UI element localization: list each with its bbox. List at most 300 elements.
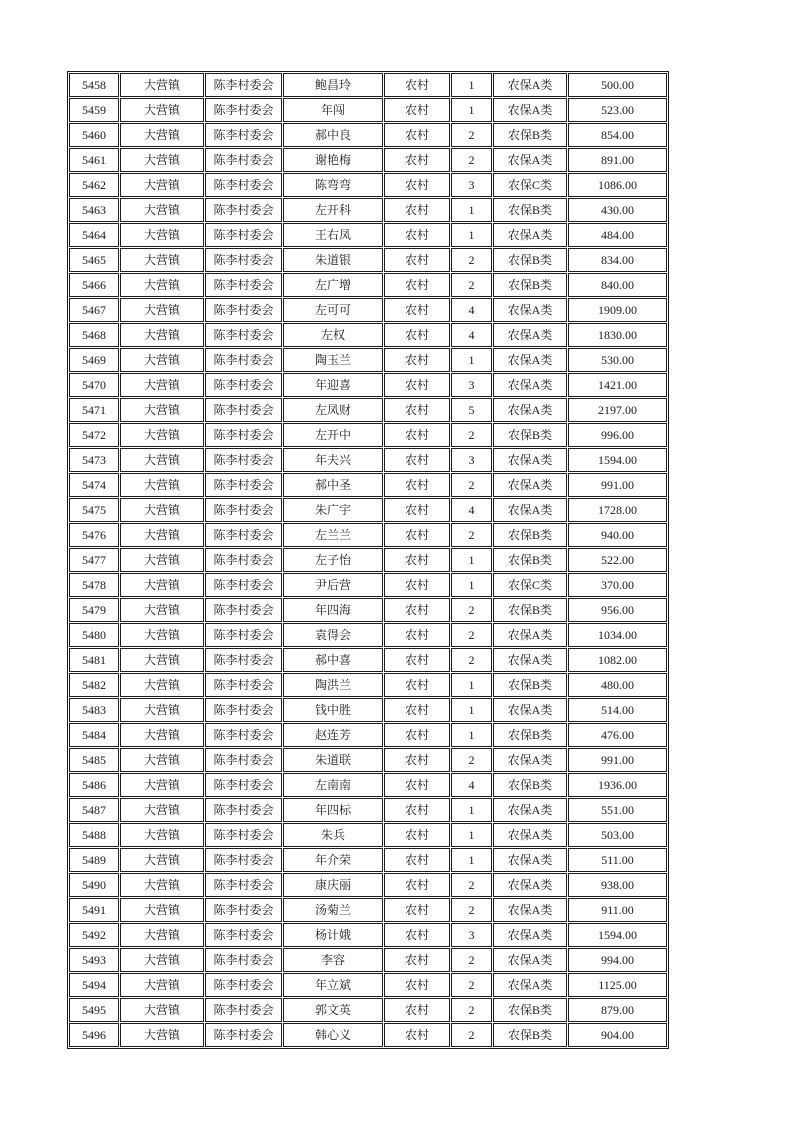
cell-residence: 农村	[384, 148, 450, 172]
cell-serial: 5481	[69, 648, 119, 672]
cell-residence: 农村	[384, 348, 450, 372]
cell-name: 陶洪兰	[283, 673, 383, 697]
cell-town: 大营镇	[120, 798, 204, 822]
cell-village: 陈李村委会	[205, 723, 282, 747]
table-row	[69, 873, 667, 897]
cell-category: 农保B类	[493, 123, 567, 147]
cell-category: 农保A类	[493, 373, 567, 397]
cell-category: 农保A类	[493, 973, 567, 997]
cell-count: 2	[451, 523, 492, 547]
table-row	[69, 98, 667, 122]
table-row	[69, 123, 667, 147]
cell-town: 大营镇	[120, 373, 204, 397]
cell-count: 2	[451, 898, 492, 922]
cell-residence: 农村	[384, 423, 450, 447]
cell-village: 陈李村委会	[205, 948, 282, 972]
cell-town: 大营镇	[120, 973, 204, 997]
cell-amount: 480.00	[568, 673, 667, 697]
cell-town: 大营镇	[120, 998, 204, 1022]
cell-town: 大营镇	[120, 348, 204, 372]
cell-amount: 1594.00	[568, 448, 667, 472]
cell-residence: 农村	[384, 248, 450, 272]
cell-town: 大营镇	[120, 598, 204, 622]
cell-count: 1	[451, 573, 492, 597]
cell-amount: 854.00	[568, 123, 667, 147]
cell-serial: 5480	[69, 623, 119, 647]
cell-count: 2	[451, 598, 492, 622]
cell-name: 郝中喜	[283, 648, 383, 672]
table-row	[69, 673, 667, 697]
cell-category: 农保B类	[493, 998, 567, 1022]
cell-village: 陈李村委会	[205, 698, 282, 722]
cell-amount: 1034.00	[568, 623, 667, 647]
cell-category: 农保A类	[493, 323, 567, 347]
cell-residence: 农村	[384, 273, 450, 297]
cell-residence: 农村	[384, 573, 450, 597]
cell-count: 1	[451, 348, 492, 372]
cell-amount: 370.00	[568, 573, 667, 597]
cell-count: 1	[451, 848, 492, 872]
cell-category: 农保A类	[493, 798, 567, 822]
cell-town: 大营镇	[120, 698, 204, 722]
cell-town: 大营镇	[120, 198, 204, 222]
cell-residence: 农村	[384, 823, 450, 847]
cell-count: 3	[451, 448, 492, 472]
cell-residence: 农村	[384, 298, 450, 322]
cell-town: 大营镇	[120, 948, 204, 972]
cell-town: 大营镇	[120, 148, 204, 172]
table-row	[69, 998, 667, 1022]
cell-village: 陈李村委会	[205, 323, 282, 347]
cell-village: 陈李村委会	[205, 273, 282, 297]
table-row	[69, 298, 667, 322]
cell-serial: 5464	[69, 223, 119, 247]
cell-town: 大营镇	[120, 423, 204, 447]
cell-amount: 500.00	[568, 73, 667, 97]
cell-village: 陈李村委会	[205, 773, 282, 797]
cell-residence: 农村	[384, 898, 450, 922]
table-row	[69, 598, 667, 622]
cell-residence: 农村	[384, 523, 450, 547]
cell-town: 大营镇	[120, 448, 204, 472]
table-row	[69, 823, 667, 847]
cell-category: 农保A类	[493, 873, 567, 897]
cell-name: 年迎喜	[283, 373, 383, 397]
cell-count: 2	[451, 123, 492, 147]
cell-category: 农保A类	[493, 823, 567, 847]
cell-name: 韩心义	[283, 1023, 383, 1047]
cell-name: 年介荣	[283, 848, 383, 872]
cell-amount: 523.00	[568, 98, 667, 122]
cell-serial: 5476	[69, 523, 119, 547]
cell-amount: 1086.00	[568, 173, 667, 197]
cell-serial: 5483	[69, 698, 119, 722]
cell-count: 2	[451, 873, 492, 897]
cell-village: 陈李村委会	[205, 173, 282, 197]
cell-serial: 5494	[69, 973, 119, 997]
cell-amount: 530.00	[568, 348, 667, 372]
cell-amount: 1421.00	[568, 373, 667, 397]
cell-count: 2	[451, 1023, 492, 1047]
cell-serial: 5461	[69, 148, 119, 172]
cell-category: 农保A类	[493, 98, 567, 122]
cell-village: 陈李村委会	[205, 223, 282, 247]
cell-count: 1	[451, 698, 492, 722]
cell-town: 大营镇	[120, 673, 204, 697]
cell-category: 农保A类	[493, 398, 567, 422]
cell-village: 陈李村委会	[205, 448, 282, 472]
table-row	[69, 73, 667, 97]
cell-town: 大营镇	[120, 748, 204, 772]
cell-count: 2	[451, 748, 492, 772]
cell-name: 郭文英	[283, 998, 383, 1022]
cell-amount: 940.00	[568, 523, 667, 547]
cell-count: 1	[451, 723, 492, 747]
cell-serial: 5462	[69, 173, 119, 197]
table-row	[69, 948, 667, 972]
cell-category: 农保A类	[493, 448, 567, 472]
cell-town: 大营镇	[120, 723, 204, 747]
cell-count: 5	[451, 398, 492, 422]
cell-name: 李容	[283, 948, 383, 972]
cell-amount: 1909.00	[568, 298, 667, 322]
cell-village: 陈李村委会	[205, 648, 282, 672]
cell-amount: 1082.00	[568, 648, 667, 672]
cell-name: 左可可	[283, 298, 383, 322]
table-row	[69, 323, 667, 347]
table-row	[69, 648, 667, 672]
cell-town: 大营镇	[120, 848, 204, 872]
cell-name: 左广增	[283, 273, 383, 297]
cell-category: 农保B类	[493, 1023, 567, 1047]
cell-count: 1	[451, 73, 492, 97]
cell-count: 1	[451, 798, 492, 822]
table-row	[69, 173, 667, 197]
table-row	[69, 623, 667, 647]
cell-name: 朱广宇	[283, 498, 383, 522]
table-row	[69, 423, 667, 447]
cell-town: 大营镇	[120, 173, 204, 197]
cell-residence: 农村	[384, 848, 450, 872]
cell-village: 陈李村委会	[205, 123, 282, 147]
cell-category: 农保A类	[493, 898, 567, 922]
cell-category: 农保A类	[493, 923, 567, 947]
cell-count: 2	[451, 148, 492, 172]
cell-amount: 551.00	[568, 798, 667, 822]
cell-village: 陈李村委会	[205, 498, 282, 522]
cell-residence: 农村	[384, 798, 450, 822]
cell-residence: 农村	[384, 123, 450, 147]
cell-count: 2	[451, 998, 492, 1022]
cell-serial: 5458	[69, 73, 119, 97]
cell-residence: 农村	[384, 498, 450, 522]
cell-village: 陈李村委会	[205, 673, 282, 697]
cell-category: 农保A类	[493, 498, 567, 522]
cell-count: 1	[451, 98, 492, 122]
cell-name: 年夫兴	[283, 448, 383, 472]
cell-residence: 农村	[384, 748, 450, 772]
table-row	[69, 373, 667, 397]
cell-amount: 2197.00	[568, 398, 667, 422]
cell-town: 大营镇	[120, 873, 204, 897]
cell-count: 2	[451, 248, 492, 272]
cell-village: 陈李村委会	[205, 623, 282, 647]
cell-amount: 1936.00	[568, 773, 667, 797]
table-row	[69, 898, 667, 922]
cell-serial: 5469	[69, 348, 119, 372]
cell-amount: 911.00	[568, 898, 667, 922]
table-row	[69, 148, 667, 172]
table-row	[69, 773, 667, 797]
cell-amount: 484.00	[568, 223, 667, 247]
cell-residence: 农村	[384, 648, 450, 672]
cell-town: 大营镇	[120, 398, 204, 422]
cell-town: 大营镇	[120, 548, 204, 572]
table-row	[69, 348, 667, 372]
cell-name: 陶玉兰	[283, 348, 383, 372]
cell-name: 赵连芳	[283, 723, 383, 747]
cell-village: 陈李村委会	[205, 898, 282, 922]
cell-village: 陈李村委会	[205, 473, 282, 497]
cell-category: 农保A类	[493, 948, 567, 972]
cell-count: 2	[451, 273, 492, 297]
table-row	[69, 973, 667, 997]
cell-category: 农保B类	[493, 198, 567, 222]
cell-village: 陈李村委会	[205, 73, 282, 97]
cell-category: 农保A类	[493, 73, 567, 97]
cell-village: 陈李村委会	[205, 523, 282, 547]
cell-category: 农保A类	[493, 348, 567, 372]
cell-town: 大营镇	[120, 323, 204, 347]
table-row	[69, 723, 667, 747]
cell-village: 陈李村委会	[205, 923, 282, 947]
cell-category: 农保B类	[493, 773, 567, 797]
cell-category: 农保A类	[493, 623, 567, 647]
cell-name: 左权	[283, 323, 383, 347]
cell-name: 左凤财	[283, 398, 383, 422]
cell-amount: 840.00	[568, 273, 667, 297]
table-row	[69, 698, 667, 722]
cell-residence: 农村	[384, 873, 450, 897]
cell-residence: 农村	[384, 473, 450, 497]
cell-residence: 农村	[384, 398, 450, 422]
cell-category: 农保A类	[493, 648, 567, 672]
cell-amount: 514.00	[568, 698, 667, 722]
cell-village: 陈李村委会	[205, 748, 282, 772]
cell-name: 王右凤	[283, 223, 383, 247]
cell-category: 农保A类	[493, 698, 567, 722]
cell-serial: 5472	[69, 423, 119, 447]
cell-amount: 834.00	[568, 248, 667, 272]
cell-residence: 农村	[384, 173, 450, 197]
cell-town: 大营镇	[120, 623, 204, 647]
cell-name: 鲍昌玲	[283, 73, 383, 97]
cell-count: 2	[451, 948, 492, 972]
cell-amount: 879.00	[568, 998, 667, 1022]
cell-serial: 5479	[69, 598, 119, 622]
cell-amount: 938.00	[568, 873, 667, 897]
cell-name: 朱道联	[283, 748, 383, 772]
table-row	[69, 798, 667, 822]
cell-count: 3	[451, 923, 492, 947]
cell-name: 杨计娥	[283, 923, 383, 947]
cell-serial: 5477	[69, 548, 119, 572]
cell-town: 大营镇	[120, 498, 204, 522]
cell-count: 4	[451, 773, 492, 797]
cell-village: 陈李村委会	[205, 298, 282, 322]
cell-town: 大营镇	[120, 98, 204, 122]
cell-amount: 904.00	[568, 1023, 667, 1047]
cell-town: 大营镇	[120, 73, 204, 97]
cell-residence: 农村	[384, 323, 450, 347]
cell-count: 1	[451, 823, 492, 847]
cell-name: 左开科	[283, 198, 383, 222]
cell-count: 2	[451, 473, 492, 497]
table-row	[69, 273, 667, 297]
cell-count: 1	[451, 673, 492, 697]
table-row	[69, 473, 667, 497]
table-row	[69, 198, 667, 222]
cell-residence: 农村	[384, 198, 450, 222]
cell-residence: 农村	[384, 548, 450, 572]
cell-amount: 511.00	[568, 848, 667, 872]
cell-serial: 5495	[69, 998, 119, 1022]
cell-name: 左南南	[283, 773, 383, 797]
cell-count: 4	[451, 298, 492, 322]
cell-village: 陈李村委会	[205, 848, 282, 872]
cell-name: 年闯	[283, 98, 383, 122]
cell-town: 大营镇	[120, 248, 204, 272]
table-row	[69, 923, 667, 947]
cell-category: 农保C类	[493, 173, 567, 197]
cell-residence: 农村	[384, 598, 450, 622]
cell-village: 陈李村委会	[205, 373, 282, 397]
cell-amount: 522.00	[568, 548, 667, 572]
cell-village: 陈李村委会	[205, 148, 282, 172]
table-row	[69, 848, 667, 872]
cell-serial: 5486	[69, 773, 119, 797]
cell-village: 陈李村委会	[205, 248, 282, 272]
cell-town: 大营镇	[120, 473, 204, 497]
cell-name: 左兰兰	[283, 523, 383, 547]
cell-name: 左子怡	[283, 548, 383, 572]
cell-town: 大营镇	[120, 523, 204, 547]
cell-serial: 5478	[69, 573, 119, 597]
cell-village: 陈李村委会	[205, 998, 282, 1022]
cell-category: 农保B类	[493, 273, 567, 297]
cell-serial: 5496	[69, 1023, 119, 1047]
cell-count: 4	[451, 498, 492, 522]
cell-serial: 5474	[69, 473, 119, 497]
cell-serial: 5484	[69, 723, 119, 747]
cell-name: 汤菊兰	[283, 898, 383, 922]
cell-village: 陈李村委会	[205, 1023, 282, 1047]
cell-residence: 农村	[384, 723, 450, 747]
cell-serial: 5466	[69, 273, 119, 297]
cell-name: 陈弯弯	[283, 173, 383, 197]
cell-serial: 5468	[69, 323, 119, 347]
cell-village: 陈李村委会	[205, 348, 282, 372]
cell-amount: 1125.00	[568, 973, 667, 997]
cell-serial: 5475	[69, 498, 119, 522]
cell-residence: 农村	[384, 998, 450, 1022]
cell-village: 陈李村委会	[205, 398, 282, 422]
cell-residence: 农村	[384, 773, 450, 797]
cell-name: 钱中胜	[283, 698, 383, 722]
cell-category: 农保A类	[493, 473, 567, 497]
cell-name: 尹后营	[283, 573, 383, 597]
table-row	[69, 223, 667, 247]
cell-count: 3	[451, 373, 492, 397]
cell-town: 大营镇	[120, 898, 204, 922]
cell-category: 农保B类	[493, 248, 567, 272]
cell-name: 康庆丽	[283, 873, 383, 897]
cell-name: 朱道银	[283, 248, 383, 272]
cell-residence: 农村	[384, 948, 450, 972]
cell-category: 农保B类	[493, 673, 567, 697]
table-row	[69, 248, 667, 272]
cell-count: 3	[451, 173, 492, 197]
cell-serial: 5471	[69, 398, 119, 422]
cell-amount: 476.00	[568, 723, 667, 747]
cell-village: 陈李村委会	[205, 548, 282, 572]
cell-residence: 农村	[384, 1023, 450, 1047]
cell-serial: 5488	[69, 823, 119, 847]
cell-residence: 农村	[384, 98, 450, 122]
table-row	[69, 748, 667, 772]
cell-count: 1	[451, 548, 492, 572]
table-body	[69, 73, 667, 1047]
cell-name: 郝中圣	[283, 473, 383, 497]
cell-town: 大营镇	[120, 123, 204, 147]
cell-serial: 5491	[69, 898, 119, 922]
table-row	[69, 1023, 667, 1047]
cell-amount: 891.00	[568, 148, 667, 172]
cell-category: 农保B类	[493, 598, 567, 622]
cell-amount: 956.00	[568, 598, 667, 622]
cell-village: 陈李村委会	[205, 973, 282, 997]
cell-count: 2	[451, 973, 492, 997]
cell-category: 农保B类	[493, 423, 567, 447]
cell-name: 郝中良	[283, 123, 383, 147]
cell-serial: 5467	[69, 298, 119, 322]
cell-town: 大营镇	[120, 923, 204, 947]
cell-serial: 5470	[69, 373, 119, 397]
cell-amount: 503.00	[568, 823, 667, 847]
cell-name: 左开中	[283, 423, 383, 447]
cell-amount: 1830.00	[568, 323, 667, 347]
cell-amount: 991.00	[568, 748, 667, 772]
cell-residence: 农村	[384, 923, 450, 947]
cell-count: 1	[451, 223, 492, 247]
cell-village: 陈李村委会	[205, 798, 282, 822]
cell-town: 大营镇	[120, 648, 204, 672]
cell-category: 农保A类	[493, 848, 567, 872]
cell-amount: 994.00	[568, 948, 667, 972]
cell-amount: 430.00	[568, 198, 667, 222]
cell-category: 农保A类	[493, 748, 567, 772]
cell-name: 年四海	[283, 598, 383, 622]
cell-town: 大营镇	[120, 823, 204, 847]
cell-serial: 5490	[69, 873, 119, 897]
cell-count: 2	[451, 623, 492, 647]
table-row	[69, 523, 667, 547]
cell-amount: 1728.00	[568, 498, 667, 522]
cell-residence: 农村	[384, 223, 450, 247]
cell-serial: 5492	[69, 923, 119, 947]
cell-amount: 1594.00	[568, 923, 667, 947]
cell-name: 年立斌	[283, 973, 383, 997]
